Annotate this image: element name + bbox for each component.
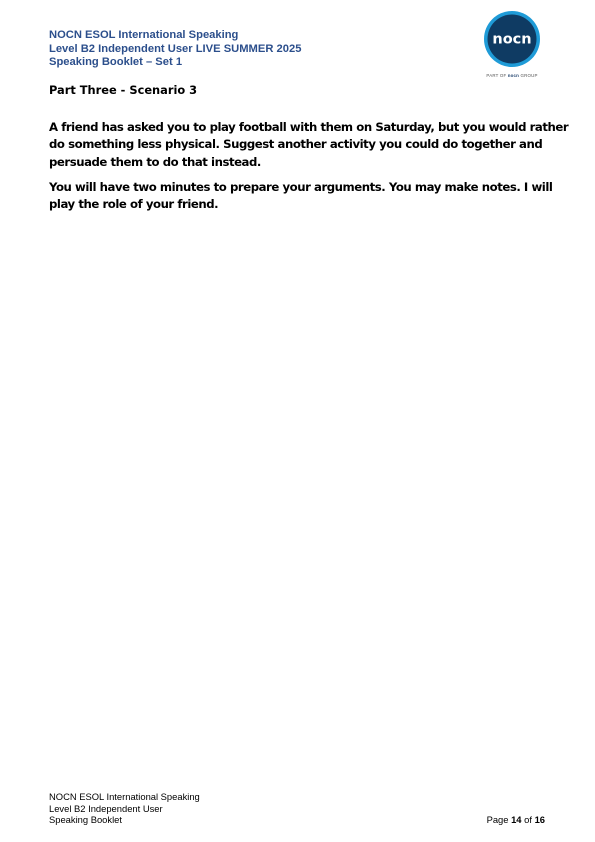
logo-text: nocn: [492, 31, 532, 48]
instruction-line: You will have two minutes to prepare your arguments. You may make notes. I will: [49, 179, 553, 194]
scenario-line: A friend has asked you to play football with them on Saturday, but you would rather: [49, 120, 569, 134]
footer-line-1: NOCN ESOL International Speaking: [49, 791, 200, 802]
nocn-logo: [484, 11, 540, 67]
scenario-line: do something less physical. Suggest another activity you could do together and: [49, 137, 543, 152]
logo-tagline-prefix: PART OF: [486, 73, 507, 78]
page-label: Page: [486, 814, 509, 825]
header-line-1: NOCN ESOL International Speaking: [49, 29, 239, 41]
page-of: of: [524, 814, 532, 825]
footer-line-2: Level B2 Independent User: [49, 802, 163, 814]
page-total: 16: [534, 814, 545, 825]
page-number: [430, 814, 545, 826]
logo-tagline: [481, 73, 543, 79]
logo-tagline-suffix: GROUP: [520, 73, 538, 78]
document-footer: [49, 791, 349, 826]
scenario-paragraph: [49, 119, 569, 171]
logo-tagline-brand: nocn: [507, 73, 520, 78]
page-current: 14: [511, 814, 522, 825]
part-title: Part Three - Scenario 3: [49, 83, 198, 97]
instruction-line: play the role of your friend.: [49, 197, 219, 212]
scenario-line: persuade them to do that instead.: [49, 154, 261, 169]
footer-line-3: Speaking Booklet: [49, 814, 122, 826]
document-header: [49, 29, 449, 70]
header-line-2: Level B2 Independent User LIVE SUMMER 2025: [49, 42, 302, 55]
document-body: [49, 82, 569, 221]
header-line-3: Speaking Booklet – Set 1: [49, 56, 183, 69]
instruction-paragraph: [49, 179, 553, 214]
